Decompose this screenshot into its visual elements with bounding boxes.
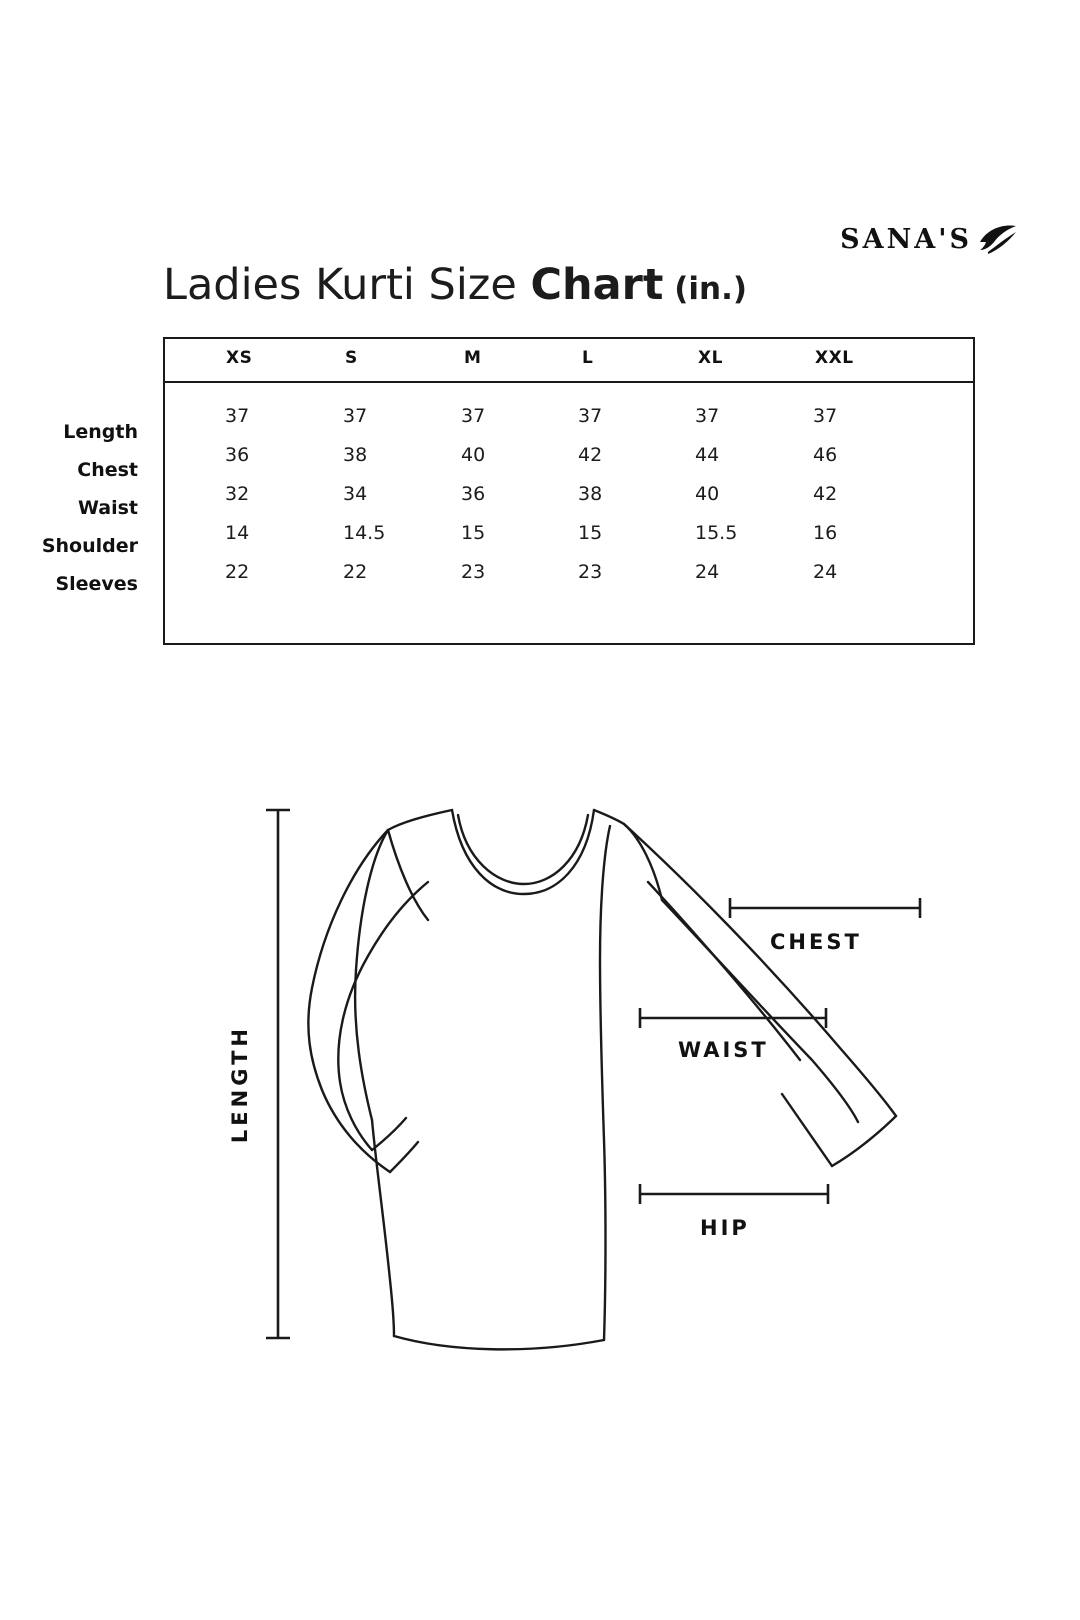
cell-chest-xs: 36 — [225, 444, 250, 466]
cell-shoulder-xxl: 16 — [813, 522, 838, 544]
cell-length-l: 37 — [578, 405, 603, 427]
measurement-label-chest: CHEST — [770, 930, 862, 954]
page-title — [163, 262, 747, 309]
cell-length-xl: 37 — [695, 405, 720, 427]
row-label-length: Length — [63, 421, 138, 443]
cell-waist-xxl: 42 — [813, 483, 838, 505]
table-header-row — [165, 339, 973, 383]
column-header-xxl: XXL — [815, 348, 854, 368]
cell-shoulder-l: 15 — [578, 522, 603, 544]
cell-shoulder-xl: 15.5 — [695, 522, 738, 544]
table-row — [165, 475, 973, 514]
cell-length-s: 37 — [343, 405, 368, 427]
table-row — [165, 436, 973, 475]
column-header-xl: XL — [698, 348, 723, 368]
cell-sleeves-s: 22 — [343, 561, 368, 583]
cell-shoulder-xs: 14 — [225, 522, 250, 544]
cell-sleeves-xl: 24 — [695, 561, 720, 583]
cell-sleeves-m: 23 — [461, 561, 486, 583]
size-chart-table — [163, 337, 975, 645]
measurement-label-hip: HIP — [700, 1216, 750, 1240]
cell-sleeves-xs: 22 — [225, 561, 250, 583]
cell-chest-m: 40 — [461, 444, 486, 466]
cell-chest-xxl: 46 — [813, 444, 838, 466]
cell-chest-l: 42 — [578, 444, 603, 466]
column-header-l: L — [582, 348, 594, 368]
kurti-dress-outline-icon — [0, 760, 1080, 1380]
row-label-sleeves: Sleeves — [55, 573, 138, 595]
column-header-xs: XS — [226, 348, 253, 368]
cell-length-m: 37 — [461, 405, 486, 427]
cell-waist-s: 34 — [343, 483, 368, 505]
cell-shoulder-m: 15 — [461, 522, 486, 544]
table-body — [165, 383, 973, 592]
row-label-waist: Waist — [77, 497, 138, 519]
cell-length-xs: 37 — [225, 405, 250, 427]
column-header-s: S — [345, 348, 358, 368]
title-bold: Chart — [530, 260, 664, 310]
title-unit: (in.) — [663, 271, 748, 307]
cell-shoulder-s: 14.5 — [343, 522, 386, 544]
cell-sleeves-xxl: 24 — [813, 561, 838, 583]
cell-waist-xs: 32 — [225, 483, 250, 505]
cell-length-xxl: 37 — [813, 405, 838, 427]
column-header-m: M — [464, 348, 482, 368]
cell-waist-l: 38 — [578, 483, 603, 505]
table-row — [165, 514, 973, 553]
bird-swoosh-icon — [978, 222, 1018, 256]
row-label-chest: Chest — [77, 459, 138, 481]
brand-name: SANA'S — [840, 223, 972, 255]
cell-chest-s: 38 — [343, 444, 368, 466]
measurement-label-waist: WAIST — [678, 1038, 769, 1062]
garment-illustration — [0, 760, 1080, 1380]
cell-chest-xl: 44 — [695, 444, 720, 466]
row-label-shoulder: Shoulder — [41, 535, 138, 557]
measurement-label-length: LENGTH — [228, 1025, 252, 1144]
table-row — [165, 397, 973, 436]
cell-waist-xl: 40 — [695, 483, 720, 505]
cell-sleeves-l: 23 — [578, 561, 603, 583]
title-light: Ladies Kurti Size — [163, 260, 531, 310]
cell-waist-m: 36 — [461, 483, 486, 505]
table-row — [165, 553, 973, 592]
brand-logo — [840, 222, 1018, 256]
